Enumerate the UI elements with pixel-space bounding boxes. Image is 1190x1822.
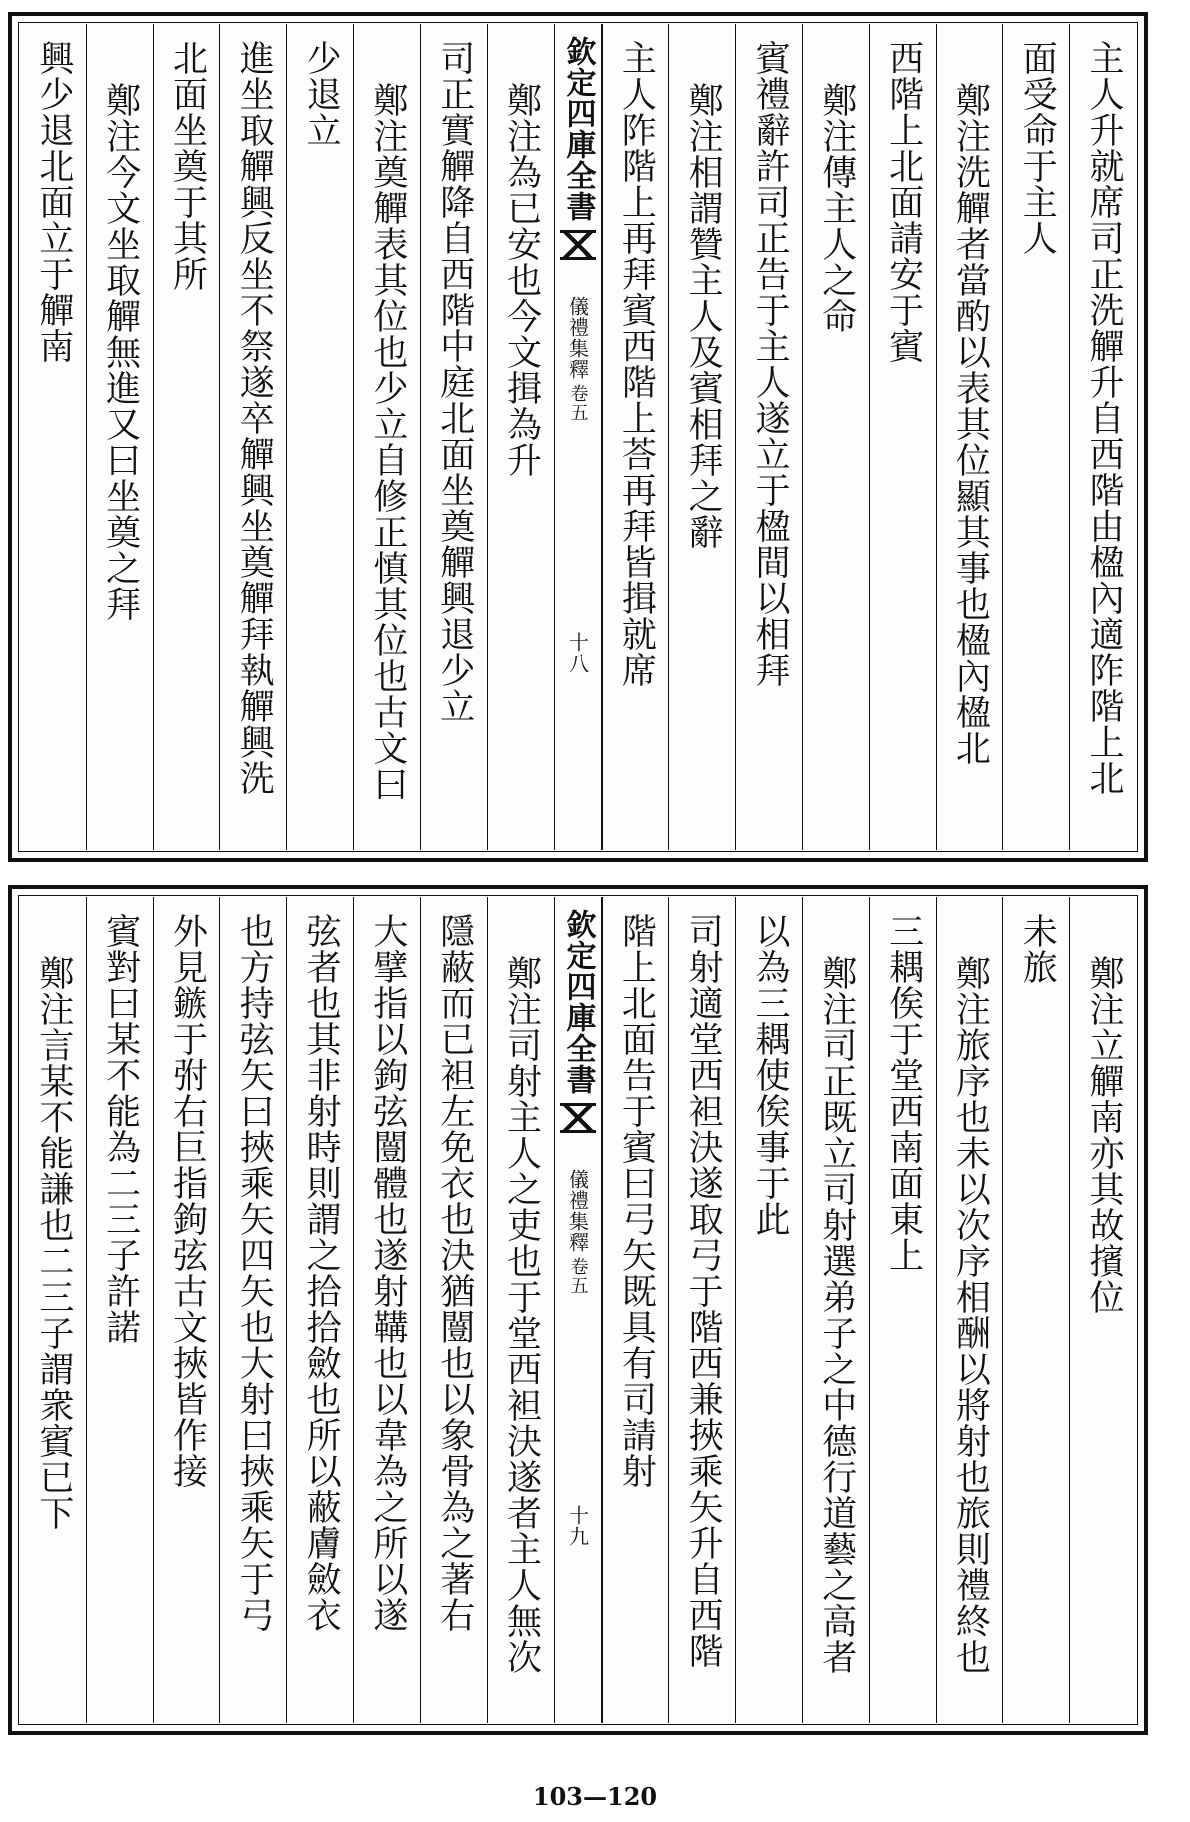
text-column: 北面坐奠于其所 bbox=[153, 24, 220, 850]
commentary-column: 鄭注奠觶表其位也少立自修正慎其位也古文曰 bbox=[353, 24, 420, 850]
commentary-column: 鄭注言某不能謙也二三子謂衆賓已下 bbox=[33, 955, 74, 1531]
text-column: 也方持弦矢曰挾乘矢四矢也大射曰挾乘矢于弓 bbox=[219, 897, 286, 1723]
commentary-column: 鄭注為已安也今文揖為升 bbox=[487, 24, 554, 850]
text-column: 未旅 bbox=[1002, 897, 1069, 1723]
text-column: 少退立 bbox=[286, 24, 353, 850]
text-column: 興少退北面立于觶南 bbox=[33, 40, 74, 364]
page-bottom-columns bbox=[20, 897, 1136, 1723]
center-column bbox=[554, 897, 602, 1723]
text-column: 西階上北面請安于賓 bbox=[869, 24, 936, 850]
text-column: 三耦俟于堂西南面東上 bbox=[869, 897, 936, 1723]
page-bottom bbox=[8, 885, 1148, 1735]
volume-label: 卷五 bbox=[567, 1257, 589, 1295]
folio-number: 十八 bbox=[565, 632, 590, 674]
page-number: 103—120 bbox=[532, 1782, 658, 1811]
commentary-column: 鄭注今文坐取觶無進又曰坐奠之拜 bbox=[86, 24, 153, 850]
commentary-column: 鄭注立觶南亦其故擯位 bbox=[1069, 897, 1136, 1723]
text-column: 司射適堂西袒決遂取弓于階西兼挾乘矢升自西階 bbox=[668, 897, 735, 1723]
book-title: 儀禮集釋 bbox=[565, 296, 590, 380]
commentary-column: 鄭注旅序也未以次序相酬以將射也旅則禮終也 bbox=[936, 897, 1003, 1723]
text-column: 主人升就席司正洗觶升自西階由楹內適阼階上北 bbox=[1069, 24, 1136, 850]
commentary-column: 鄭注相謂贊主人及賓相拜之辭 bbox=[668, 24, 735, 850]
page-top bbox=[8, 12, 1148, 862]
text-column: 面受命于主人 bbox=[1002, 24, 1069, 850]
folio-number: 十九 bbox=[565, 1505, 590, 1547]
text-column: 階上北面告于賓曰弓矢既具有司請射 bbox=[602, 897, 669, 1723]
commentary-column: 鄭注司正既立司射選弟子之中德行道藝之高者 bbox=[802, 897, 869, 1723]
book-series-title: 欽定四庫全書 bbox=[560, 909, 596, 1095]
book-series-title: 欽定四庫全書 bbox=[560, 36, 596, 222]
text-column: 隱蔽而已袒左免衣也決猶闓也以象骨為之著右 bbox=[420, 897, 487, 1723]
text-column: 弦者也其非射時則謂之拾拾斂也所以蔽膚斂衣 bbox=[286, 897, 353, 1723]
fishtail-mark-icon bbox=[560, 1103, 596, 1133]
volume-label: 卷五 bbox=[567, 384, 589, 422]
commentary-column: 鄭注傳主人之命 bbox=[802, 24, 869, 850]
text-column: 外見鏃于弣右巨指鉤弦古文挾皆作接 bbox=[153, 897, 220, 1723]
fishtail-mark-icon bbox=[560, 230, 596, 260]
book-title: 儀禮集釋 bbox=[565, 1169, 590, 1253]
text-column: 主人阼階上再拜賓西階上荅再拜皆揖就席 bbox=[602, 24, 669, 850]
center-column bbox=[554, 24, 602, 850]
text-column: 進坐取觶興反坐不祭遂卒觶興坐奠觶拜執觶興洗 bbox=[219, 24, 286, 850]
text-column: 賓禮辭許司正告于主人遂立于楹間以相拜 bbox=[735, 24, 802, 850]
text-column: 賓對曰某不能為二三子許諾 bbox=[86, 897, 153, 1723]
text-column: 大擘指以鉤弦闓體也遂射鞲也以韋為之所以遂 bbox=[353, 897, 420, 1723]
commentary-column: 鄭注洗觶者當酌以表其位顯其事也楹內楹北 bbox=[936, 24, 1003, 850]
text-column: 司正實觶降自西階中庭北面坐奠觶興退少立 bbox=[420, 24, 487, 850]
commentary-column: 鄭注司射主人之吏也于堂西袒決遂者主人無次 bbox=[487, 897, 554, 1723]
text-column: 以為三耦使俟事于此 bbox=[735, 897, 802, 1723]
page-top-columns bbox=[20, 24, 1136, 850]
